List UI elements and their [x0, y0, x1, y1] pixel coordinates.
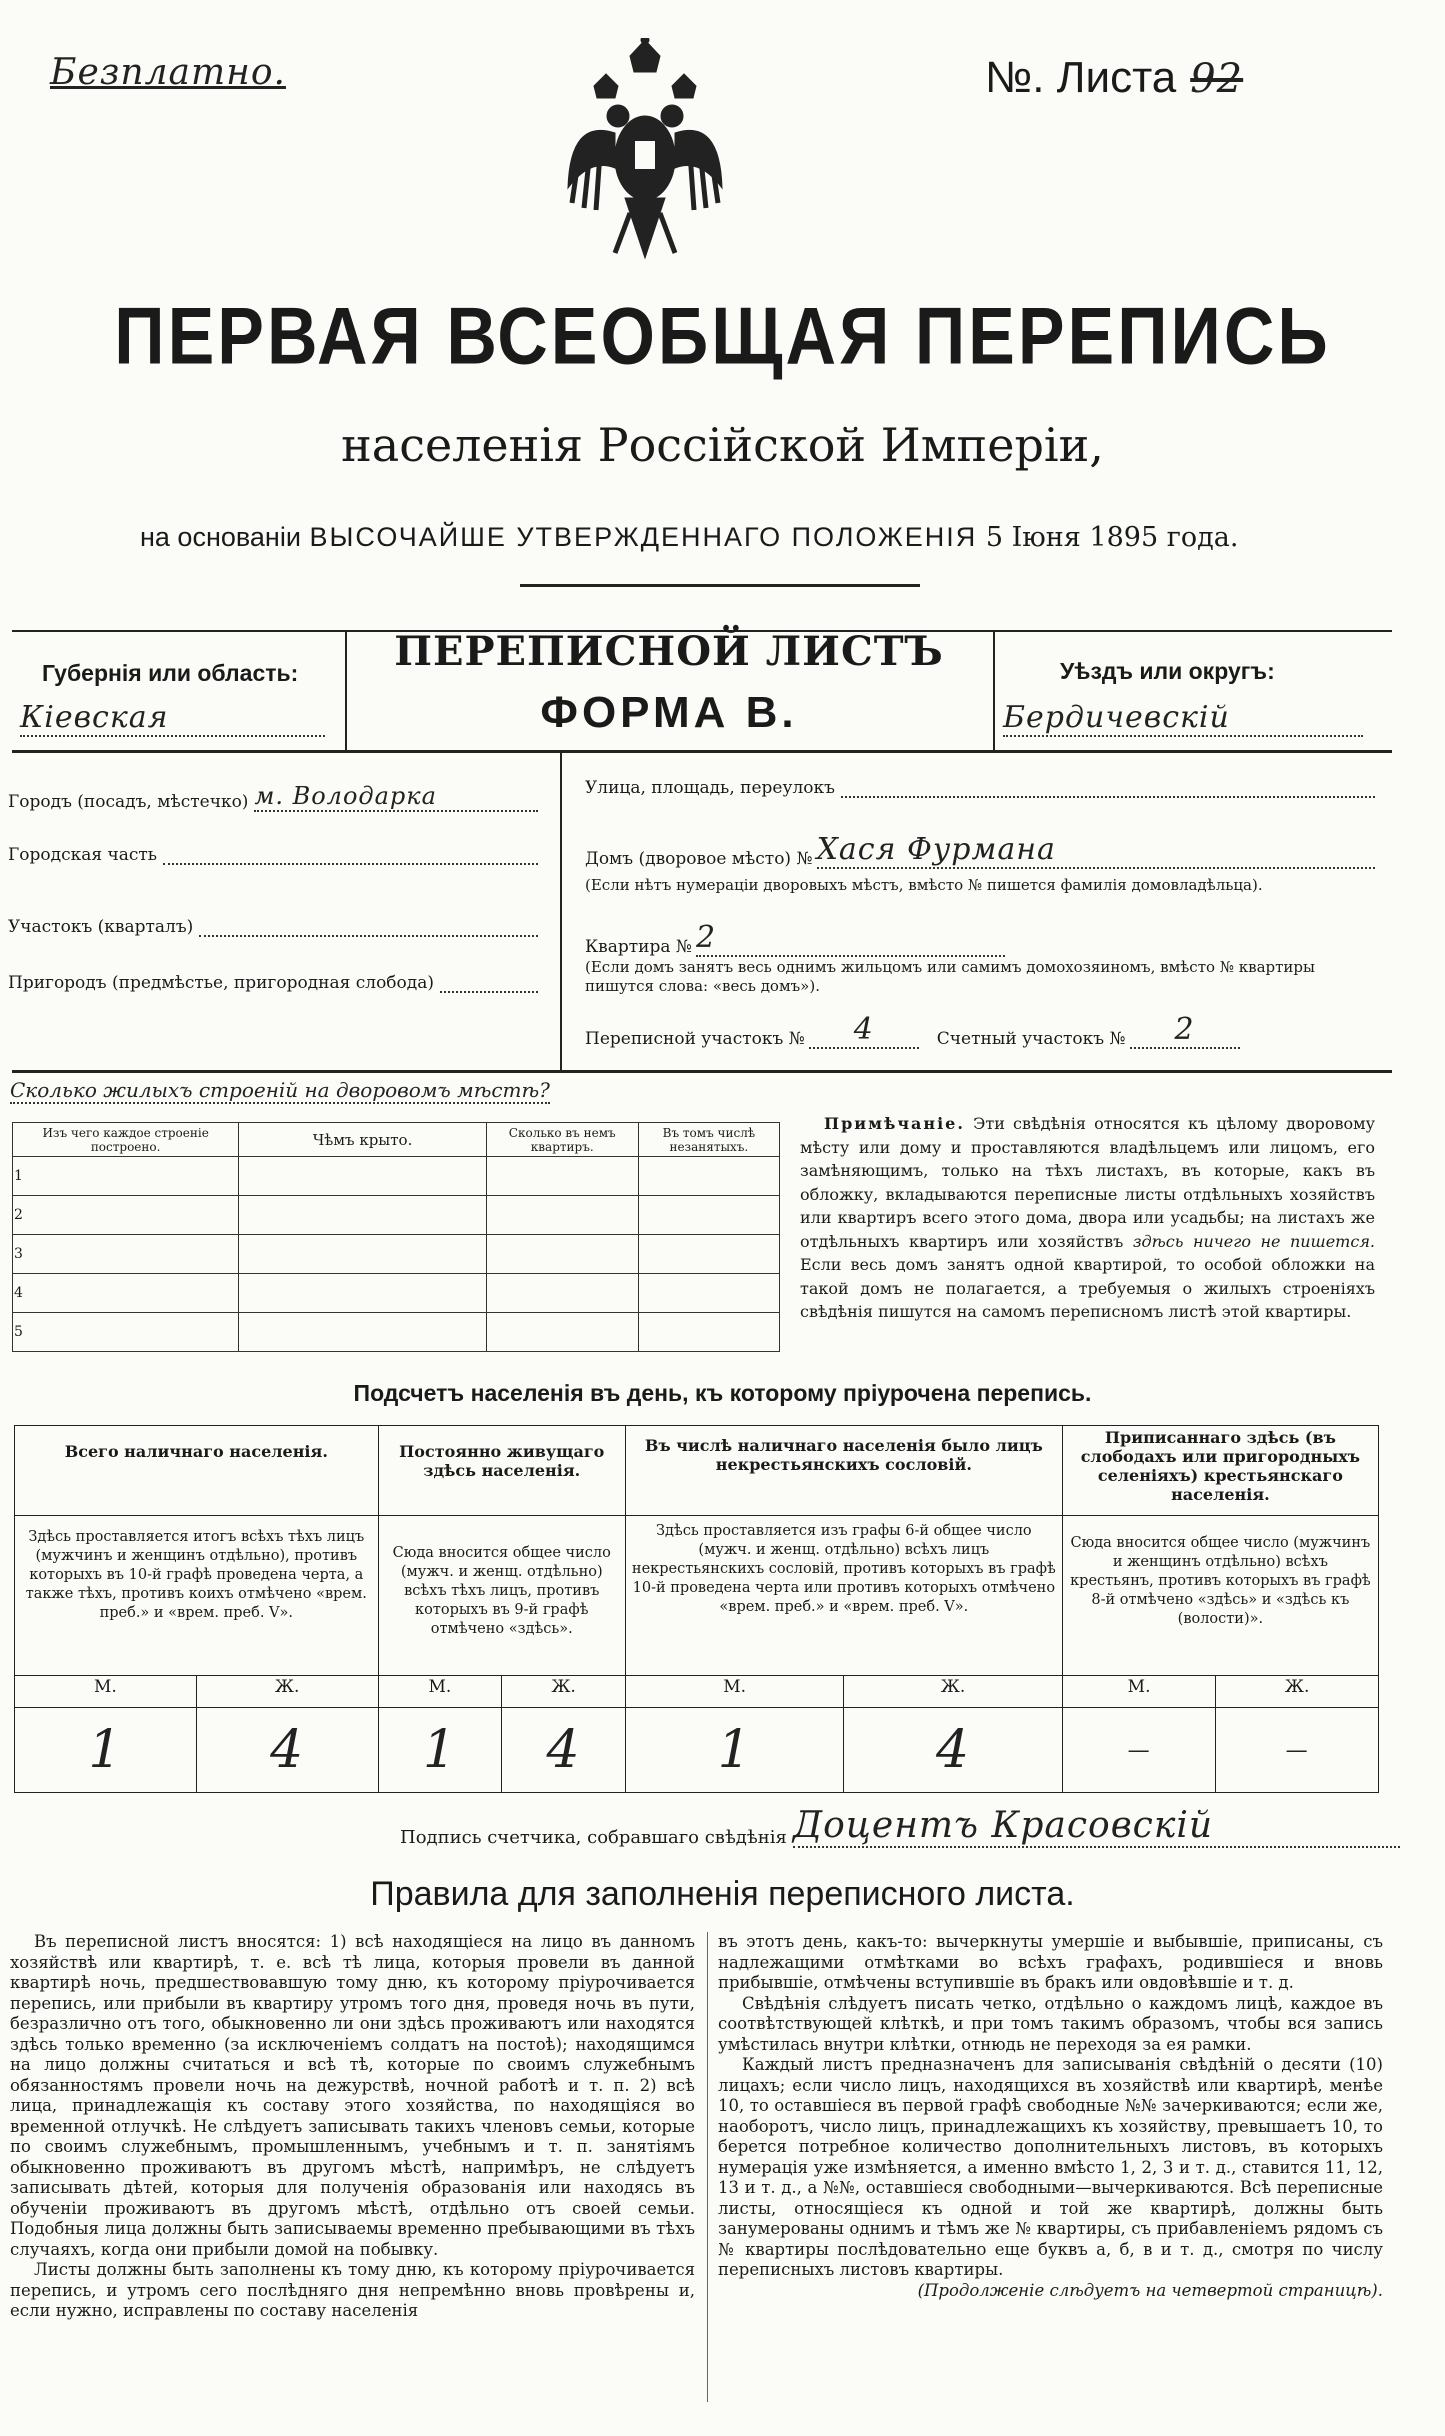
basis-date: 5 Іюня 1895 года.	[985, 522, 1239, 553]
district-value: Бердичевскій	[1003, 700, 1363, 737]
suburb-row	[8, 973, 538, 993]
street-row	[585, 778, 1375, 798]
rules-title: Правила для заполненія переписного листа.	[370, 1875, 1075, 1913]
pop-f-label: Ж.	[844, 1676, 1062, 1708]
pop-header-nonpeasant: Въ числѣ наличнаго населенія было лицъ некрестьянскихъ сословій.	[625, 1426, 1062, 1516]
street-label: Улица, площадь, переулокъ	[585, 778, 835, 798]
buildings-header-material: Изъ чего каждое строеніе построено.	[13, 1123, 239, 1157]
pop-m-label: М.	[15, 1676, 197, 1708]
rules-right-p2: Свѣдѣнія слѣдуетъ писать четко, отдѣльно о каждомъ лицѣ, каждое въ соотвѣтствующей клѣткѣ, и при томъ такимъ образомъ, чтобы вся запись умѣстилась внутри клѣтки, отнюдь не переходя за ея рамки.	[718, 1993, 1383, 2054]
pop-permanent-f: 4	[502, 1708, 626, 1793]
town-label: Городъ (посадъ, мѣстечко)	[8, 792, 249, 812]
house-note: (Если нѣтъ нумераціи дворовыхъ мѣстъ, вмѣсто № пишется фамилія домовладѣльца).	[585, 876, 1263, 894]
pop-desc-peasant: Сюда вносится общее число (мужчинъ и женщинъ отдѣльно) всѣхъ крестьянъ, противъ которыхъ въ графѣ 8-й отмѣчено «здѣсь» и «здѣсь къ (волости)».	[1062, 1516, 1378, 1676]
count-district-label: Счетный участокъ №	[936, 1029, 1126, 1049]
free-label: Безплатно.	[50, 52, 286, 93]
pop-m-label: М.	[625, 1676, 843, 1708]
pop-header-total: Всего наличнаго населенія.	[15, 1426, 379, 1516]
note-text-2: Если весь домъ занятъ одной квартирой, то особой обложки на такой домъ не полагается, а требуемыя о жилыхъ строеніяхъ свѣдѣнія пишутся на самомъ переписномъ листѣ этой квартиры.	[800, 1255, 1375, 1321]
form-title: ПЕРЕПИСНОЙ ЛИСТЪ	[394, 628, 944, 675]
house-value: Хася Фурмана	[817, 832, 1375, 869]
province-value: Кіевская	[20, 700, 325, 737]
buildings-question: Сколько жилыхъ строеній на дворовомъ мѣстѣ?	[10, 1078, 550, 1102]
signature-value: Доцентъ Красовскій	[793, 1805, 1400, 1848]
suburb-label: Пригородъ (предмѣстье, пригородная слобода)	[8, 973, 435, 993]
pop-peasant-m: —	[1062, 1708, 1216, 1793]
census-basis	[140, 522, 1238, 553]
districts-row	[585, 1012, 1375, 1049]
rules-left-p2: Листы должны быть заполнены къ тому дню, къ которому пріурочивается перепись, и утромъ сего послѣдняго дня непремѣнно вновь провѣрены и, если нужно, исправлены по составу населенія	[10, 2260, 695, 2320]
house-label: Домъ (дворовое мѣсто) №	[585, 849, 813, 869]
apartment-label: Квартира №	[585, 937, 692, 957]
pop-permanent-m: 1	[378, 1708, 502, 1793]
pop-total-f: 4	[196, 1708, 378, 1793]
rules-right-column	[718, 1932, 1383, 2301]
signature-label: Подпись счетчика, собравшаго свѣдѣнія	[400, 1827, 787, 1848]
basis-caps: ВЫСОЧАЙШЕ УТВЕРЖДЕННАГО ПОЛОЖЕНІЯ	[309, 522, 978, 552]
pop-f-label: Ж.	[1216, 1676, 1379, 1708]
rules-right-p1: въ этотъ день, какъ-то: вычеркнуты умершіе и выбывшіе, приписаны, съ надлежащими отмѣтками во всѣхъ графахъ, родившіеся и вновь прибывшіе, отмѣчены вступившіе въ бракъ или овдовѣвшіе и т. д.	[718, 1932, 1383, 1992]
pop-f-label: Ж.	[196, 1676, 378, 1708]
apartment-note: (Если домъ занятъ весь однимъ жильцомъ или самимъ домохозяиномъ, вмѣсто № квартиры пишутся слова: «весь домъ»).	[585, 958, 1315, 995]
pop-nonpeasant-f: 4	[844, 1708, 1062, 1793]
form-name: ФОРМА В.	[540, 688, 798, 737]
basis-prefix: на основаніи	[140, 522, 301, 552]
sheet-number-label: №. Листа	[985, 53, 1177, 102]
buildings-row: 4	[13, 1274, 780, 1313]
population-table	[14, 1425, 1379, 1793]
buildings-row: 1	[13, 1157, 780, 1196]
note-text-1: Эти свѣдѣнія относятся къ цѣлому дворовому мѣсту или дому и проставляются владѣльцемъ или лицомъ, его замѣняющимъ, только на тѣхъ листахъ, въ которые, какъ въ обложку, вкладываются переписные листы отдѣльныхъ хозяйствъ или квартиръ всего этого дома, двора или усадьбы; на листахъ же отдѣльныхъ квартиръ или хозяйствъ	[800, 1114, 1375, 1251]
census-title: ПЕРВАЯ ВСЕОБЩАЯ ПЕРЕПИСЬ	[114, 291, 1331, 381]
buildings-header-roof: Чѣмъ крыто.	[239, 1123, 487, 1157]
apartment-row	[585, 920, 1005, 957]
rules-right-p3: Каждый листъ предназначенъ для записыванія свѣдѣній о десяти (10) лицахъ; если число лицъ, находящихся въ хозяйствѣ или квартирѣ, менѣе 10, то оставшіеся въ первой графѣ свободные №№ зачеркиваются; если же, наоборотъ, число лицъ, принадлежащихъ къ хозяйству, превышаетъ 10, то берется потребное количество дополнительныхъ листовъ, въ которыхъ нумерація уже измѣняется, а именно вмѣсто 1, 2, 3 и т. д., ставится 11, 12, 13 и т. д., а №№, оставшіеся свободными—вычеркиваются. Всѣ переписные листы, относящіеся къ одной и той же квартирѣ, должны быть занумерованы однимъ и тѣмъ же № квартиры, съ прибавленіемъ рядомъ съ № квартиры послѣдовательно еще буквъ а, б, в и т. д., смотря по числу переписныхъ листовъ квартиры.	[718, 2055, 1383, 2279]
note-title: Примѣчаніе.	[824, 1114, 965, 1133]
buildings-row: 3	[13, 1235, 780, 1274]
pop-f-label: Ж.	[502, 1676, 626, 1708]
census-subtitle: населенія Россійской Имперіи,	[341, 418, 1104, 472]
sheet-number	[985, 52, 1243, 103]
pop-header-permanent: Постоянно живущаго здѣсь населенія.	[378, 1426, 625, 1516]
town-row	[8, 782, 538, 812]
buildings-row: 2	[13, 1196, 780, 1235]
buildings-note	[800, 1112, 1375, 1324]
district-label: Уѣздъ или округъ:	[1060, 658, 1275, 684]
precinct-row	[8, 917, 538, 937]
rules-left-column	[10, 1932, 695, 2322]
count-district-value: 2	[1130, 1012, 1240, 1049]
pop-m-label: М.	[378, 1676, 502, 1708]
province-label: Губернія или область:	[42, 660, 299, 686]
rules-left-p1: Въ переписной листъ вносятся: 1) всѣ находящіеся на лицо въ данномъ хозяйствѣ или квартирѣ, т. е. всѣ тѣ лица, которыя провели въ данной квартирѣ ночь, предшествовавшую тому дню, къ которому пріурочивается перепись, или прибыли въ квартиру утромъ того дня, проведя ночь въ пути, безразлично отъ того, обыкновенно ли они здѣсь проживаютъ или находятся здѣсь только временно (за исключеніемъ солдатъ на постоѣ); находящимся на лицо должны считаться и всѣ тѣ, которые по своимъ служебнымъ обязанностямъ провели ночь на дежурствѣ, ночной работѣ и т. п. 2) всѣ лица, принадлежащія къ составу этого хозяйства, по находящіяся во временной отлучкѣ. Не слѣдуетъ записывать такихъ членовъ семьи, которые по своимъ служебнымъ, промышленнымъ, учебнымъ и т. п. занятіямъ обыкновенно проживаютъ въ другомъ мѣстѣ, напримѣръ, не слѣдуетъ записывать дѣтей, которыя для полученія образованія или находясь въ обученіи проживаютъ въ другомъ мѣстѣ, отдѣльно отъ своей семьи. Подобныя лица должны быть записываемы временно пребывающими въ тѣхъ случаяхъ, когда они прибыли домой на побывку.	[10, 1932, 695, 2259]
pop-desc-total: Здѣсь проставляется итогъ всѣхъ тѣхъ лицъ (мужчинъ и женщинъ отдѣльно), противъ которыхъ въ 10-й графѣ проведена черта, а также тѣхъ, противъ коихъ отмѣчено «врем. преб.» и «врем. преб. V».	[15, 1516, 379, 1676]
buildings-header-apartments: Сколько въ немъ квартиръ.	[486, 1123, 638, 1157]
pop-m-label: М.	[1062, 1676, 1216, 1708]
house-row	[585, 832, 1375, 869]
city-part-row	[8, 845, 538, 865]
precinct-label: Участокъ (кварталъ)	[8, 917, 194, 937]
town-value: м. Володарка	[254, 782, 538, 812]
census-district-label: Переписной участокъ №	[585, 1029, 805, 1049]
signature-row	[400, 1805, 1400, 1848]
city-part-label: Городская часть	[8, 845, 158, 865]
buildings-row: 5	[13, 1313, 780, 1352]
buildings-header-vacant: Въ томъ числѣ незанятыхъ.	[638, 1123, 779, 1157]
pop-total-m: 1	[15, 1708, 197, 1793]
pop-peasant-f: —	[1216, 1708, 1379, 1793]
rules-continuation: (Продолженіе слѣдуетъ на четвертой страницѣ).	[917, 2280, 1383, 2300]
apartment-value: 2	[696, 920, 1005, 957]
pop-header-peasant: Приписаннаго здѣсь (въ слободахъ или пригородныхъ селеніяхъ) крестьянскаго населенія.	[1062, 1426, 1378, 1516]
note-italic: здѣсь ничего не пишется.	[1132, 1231, 1375, 1251]
sheet-number-value: 92	[1190, 56, 1244, 102]
coat-of-arms-icon	[560, 38, 730, 273]
pop-desc-permanent: Сюда вносится общее число (мужч. и женщ. отдѣльно) всѣхъ тѣхъ лицъ, противъ которыхъ въ 9-й графѣ отмѣчено «здѣсь».	[378, 1516, 625, 1676]
buildings-table	[12, 1122, 780, 1352]
census-district-value: 4	[809, 1012, 919, 1049]
pop-nonpeasant-m: 1	[625, 1708, 843, 1793]
pop-desc-nonpeasant: Здѣсь проставляется изъ графы 6-й общее число (мужч. и женщ. отдѣльно) всѣхъ лицъ некрестьянскихъ сословій, противъ которыхъ въ графѣ 10-й проведена черта или противъ которыхъ отмѣчено «врем. преб.» и «врем. преб. V».	[625, 1516, 1062, 1676]
population-title: Подсчетъ населенія въ день, къ которому пріурочена перепись.	[353, 1380, 1092, 1406]
